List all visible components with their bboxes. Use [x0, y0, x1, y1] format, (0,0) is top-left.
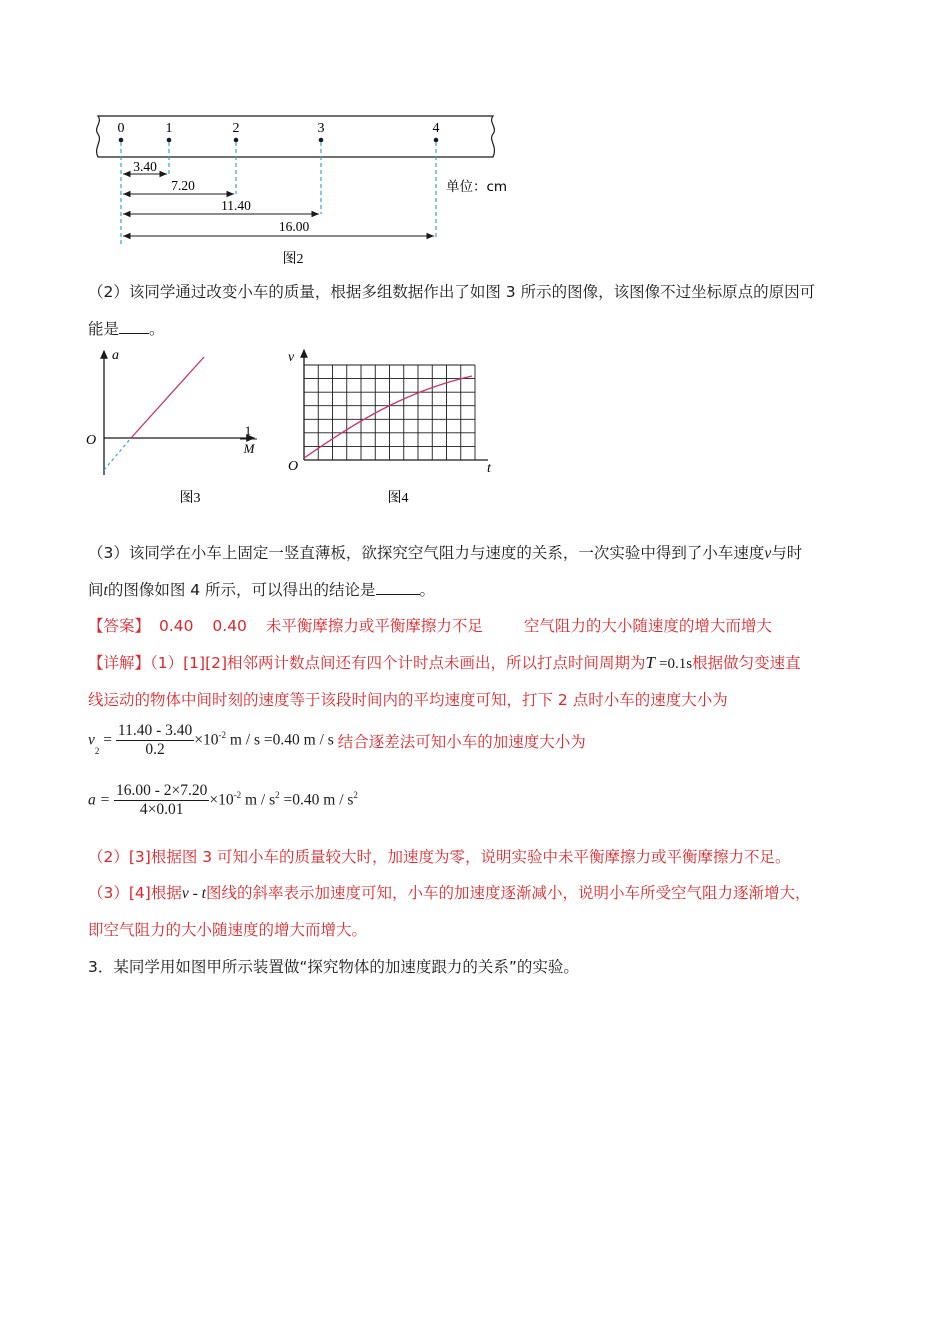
- figure-2-tape-diagram: [80, 108, 520, 273]
- q2-line-2: [88, 318, 165, 340]
- tape-dot-1: [167, 138, 172, 143]
- figure-3-graph: [82, 345, 272, 515]
- dist-label-1: 3.40: [133, 159, 157, 174]
- detail-p4b: 图线的斜率表示加速度可知，小车的加速度逐渐减小，说明小车所受空气阻力逐渐增大，: [205, 884, 811, 902]
- answer-line: [88, 615, 772, 637]
- tape-label-0: 0: [117, 121, 125, 136]
- tape-label-2: 2: [232, 121, 240, 136]
- q3-text-c: 间: [88, 581, 104, 599]
- eq1-numerator: 11.40 - 3.40: [117, 722, 193, 739]
- dist-label-2: 7.20: [171, 178, 195, 193]
- eq1-times: ×10: [194, 731, 219, 749]
- figure-2-caption: 图2: [282, 252, 304, 267]
- tape-label-3: 3: [317, 121, 325, 136]
- q2-line-1: （2）该同学通过改变小车的质量，根据多组数据作出了如图 3 所示的图像，该图像不过坐标原点的原因可: [88, 283, 816, 301]
- detail-p4a: （3）[4]根据: [88, 884, 182, 902]
- unit-label: 单位：cm: [446, 179, 508, 195]
- detail-vt: v - t: [181, 885, 206, 902]
- q3-var-v: v: [764, 545, 772, 562]
- eq1-fraction: [116, 722, 194, 759]
- eq1-sub: 2: [94, 746, 100, 757]
- q3-text-b: 与时: [771, 544, 803, 562]
- q3-line-1: [88, 542, 802, 565]
- q2-prefix: 能是: [88, 320, 120, 338]
- eq1-unit: m / s =0.40 m / s: [225, 731, 334, 749]
- answer-blank: [119, 319, 149, 334]
- detail-p1b: 根据做匀变速直: [692, 654, 801, 672]
- figure-4-graph: [282, 345, 502, 515]
- answer-blank-2: [376, 580, 420, 595]
- eq2-unit-exp: 2: [275, 789, 280, 800]
- q2-suffix: 。: [149, 320, 165, 338]
- eq2-result: =0.40 m / s: [279, 791, 354, 809]
- equation-1: $v_2$ = $\frac{11.40 - 3.40}{0.2}$ $\times 10^{-2}$ m / s =0.40 m / s 结合逐差法可知小车的加速度大小为: [88, 722, 586, 758]
- detail-line-3: （2）[3]根据图 3 可知小车的质量较大时，加速度为零，说明实验中未平衡摩擦力或平衡摩擦力不足。: [88, 848, 791, 866]
- eq2-denominator: 4×0.01: [139, 801, 184, 818]
- fig3-origin: O: [86, 433, 97, 448]
- tape-dot-0: [119, 138, 124, 143]
- fig3-y-label: a: [112, 348, 119, 363]
- fig3-data-line: [131, 357, 204, 438]
- detail-line-2: 线运动的物体中间时刻的速度等于该段时间内的平均速度可知，打下 2 点时小车的速度大小为: [88, 691, 728, 709]
- figure-4-caption: 图4: [387, 491, 409, 506]
- fig3-x-label-den: M: [243, 441, 255, 456]
- detail-T-value: =0.1s: [659, 656, 693, 672]
- q3-var-t: t: [103, 582, 108, 599]
- detail-line-5: 即空气阻力的大小随速度的增大而增大。: [88, 921, 368, 939]
- detail-T: T: [645, 653, 656, 672]
- fig4-grid: [304, 365, 475, 460]
- eq2-numerator: 16.00 - 2×7.20: [115, 782, 208, 799]
- eq2-fraction: [114, 782, 209, 819]
- fig4-y-label: v: [288, 350, 295, 365]
- eq1-exp: -2: [218, 729, 226, 740]
- eq2-lhs: a =: [88, 791, 111, 809]
- detail-line-4: [88, 882, 810, 905]
- eq2-exp: -2: [233, 789, 242, 800]
- eq2-times: ×10: [209, 791, 234, 809]
- eq2-result-exp: 2: [353, 789, 358, 800]
- fig4-x-label: t: [487, 461, 491, 476]
- tape-label-4: 4: [432, 121, 440, 136]
- q3-line-2: [88, 579, 435, 602]
- tape-label-1: 1: [165, 121, 173, 136]
- tape-dot-4: [434, 138, 439, 143]
- tape-dot-2: [234, 138, 239, 143]
- dist-label-4: 16.00: [278, 219, 310, 234]
- eq2-unit: m / s: [241, 791, 276, 809]
- eq1-after-text: 结合逐差法可知小车的加速度大小为: [337, 732, 586, 751]
- fig4-origin: O: [288, 459, 299, 474]
- answer-v1: 0.40: [158, 617, 194, 635]
- question-3: 3．某同学用如图甲所示装置做“探究物体的加速度跟力的关系”的实验。: [88, 958, 579, 976]
- eq1-lhs: v: [88, 731, 95, 749]
- q3-text-d: 的图像如图 4 所示，可以得出的结论是: [107, 581, 376, 599]
- eq1-denominator: 0.2: [145, 741, 165, 758]
- answer-a4: 空气阻力的大小随速度的增大而增大: [523, 617, 772, 635]
- q3-text-a: （3）该同学在小车上固定一竖直薄板，欲探究空气阻力与速度的关系，一次实验中得到了小车速度: [88, 544, 765, 562]
- dist-label-3: 11.40: [221, 198, 251, 213]
- detail-p1a: （1）[1][2]相邻两计数点间还有四个计时点未画出，所以打点时间周期为: [150, 654, 646, 672]
- q3-text-end: 。: [419, 581, 436, 599]
- tape-dot-3: [319, 138, 324, 143]
- answer-tag: 【答案】: [88, 617, 151, 635]
- detail-tag: 【详解】: [88, 654, 151, 672]
- fig3-extrapolation: [104, 438, 131, 470]
- answer-a3: 未平衡摩擦力或平衡摩擦力不足: [265, 617, 483, 635]
- equation-2: [88, 782, 358, 819]
- detail-line-1: [88, 652, 801, 675]
- answer-v2: 0.40: [212, 617, 247, 635]
- figure-3-caption: 图3: [179, 491, 201, 506]
- fig3-x-label-num: 1: [244, 423, 252, 438]
